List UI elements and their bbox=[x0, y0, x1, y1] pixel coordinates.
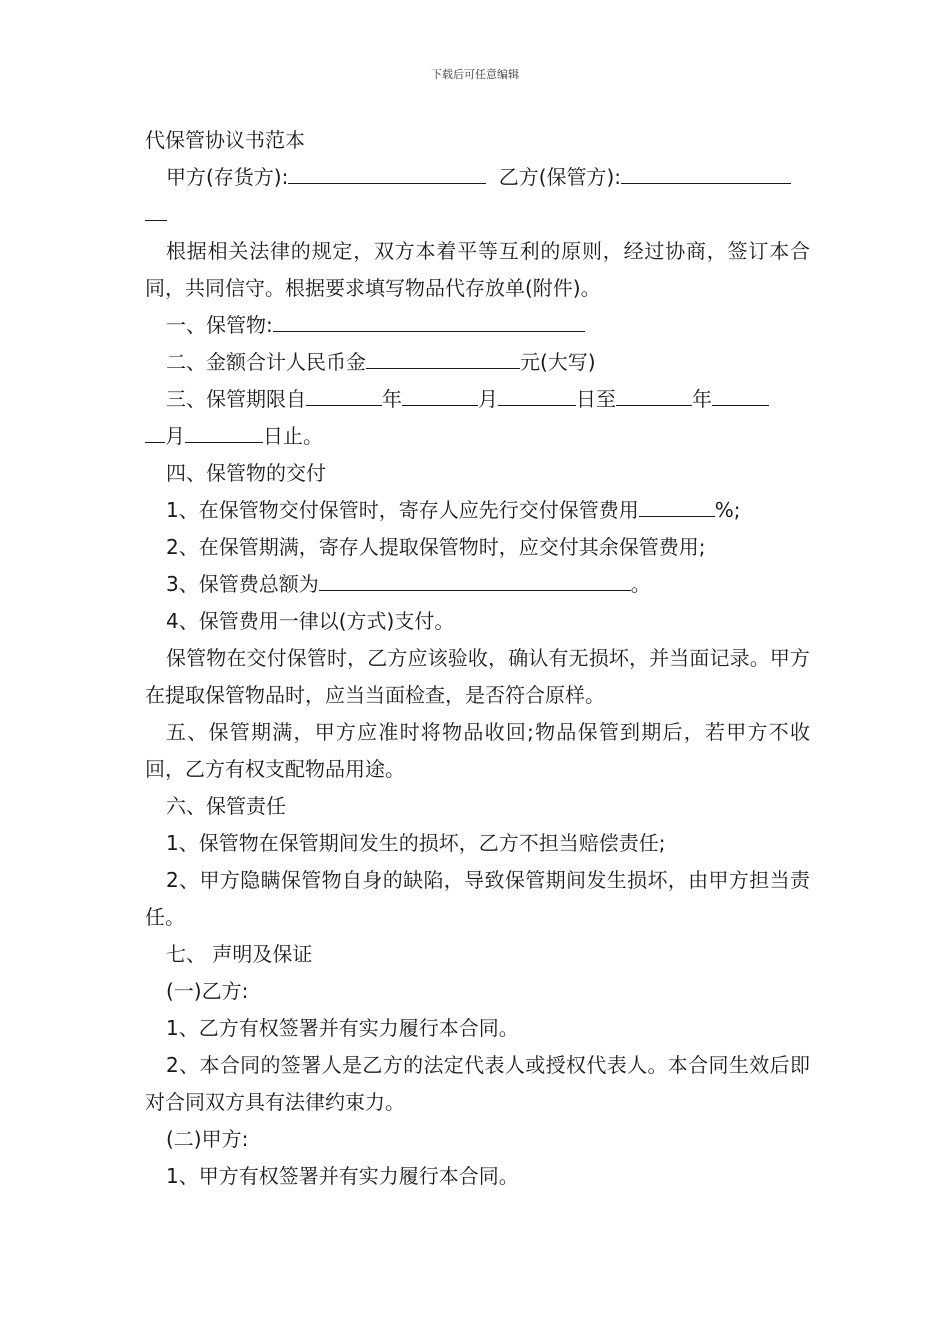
start-month-blank bbox=[402, 383, 478, 406]
day-end-label: 日止。 bbox=[263, 424, 323, 448]
item7-title: 七、 声明及保证 bbox=[166, 942, 313, 966]
party-b-blank-cont bbox=[145, 198, 167, 221]
item2-suffix: 元(大写) bbox=[520, 350, 596, 374]
item4-4-line: 4、保管费用一律以(方式)支付。 bbox=[166, 609, 455, 633]
item4-3-label: 3、保管费总额为 bbox=[166, 572, 319, 596]
item7-party-a-label: (二)甲方: bbox=[166, 1127, 249, 1151]
item5-paragraph: 五、保管期满，甲方应准时将物品收回;物品保管到期后，若甲方不收回，乙方有权支配物品用途。 bbox=[145, 720, 810, 781]
year-label: 年 bbox=[382, 387, 402, 411]
party-b-blank-continued bbox=[145, 196, 810, 233]
item3-line-continued bbox=[145, 418, 810, 455]
item4-1-label: 1、在保管物交付保管时，寄存人应先行交付保管费用 bbox=[166, 498, 639, 522]
party-a-blank bbox=[288, 161, 486, 184]
party-b-blank bbox=[621, 161, 791, 184]
item3-label: 三、保管期限自 bbox=[166, 387, 306, 411]
month-label: 月 bbox=[478, 387, 498, 411]
fee-total-blank bbox=[319, 568, 631, 591]
end-year-blank bbox=[616, 383, 692, 406]
item2-blank bbox=[366, 346, 520, 369]
party-b-label: 乙方(保管方): bbox=[498, 165, 622, 189]
month-label: 月 bbox=[165, 424, 185, 448]
document-title: 代保管协议书范本 bbox=[145, 128, 305, 152]
item3-line bbox=[145, 381, 810, 418]
year-label: 年 bbox=[692, 387, 712, 411]
item4-1-suffix: %; bbox=[714, 498, 741, 522]
item6-2-paragraph: 2、甲方隐瞒保管物自身的缺陷，导致保管期间发生损坏，由甲方担当责任。 bbox=[145, 868, 810, 929]
start-year-blank bbox=[306, 383, 382, 406]
item1-line bbox=[145, 307, 810, 344]
document-body bbox=[145, 122, 810, 1195]
page-header: 下载后可任意编辑 bbox=[431, 68, 519, 81]
item6-title: 六、保管责任 bbox=[166, 794, 286, 818]
inspection-paragraph: 保管物在交付保管时，乙方应该验收，确认有无损坏，并当面记录。甲方在提取保管物品时，应当当面检查，是否符合原样。 bbox=[145, 646, 810, 707]
item4-title: 四、保管物的交付 bbox=[166, 461, 326, 485]
intro-paragraph: 根据相关法律的规定，双方本着平等互利的原则，经过协商，签订本合同，共同信守。根据要求填写物品代存放单(附件)。 bbox=[145, 239, 810, 300]
start-day-blank bbox=[498, 383, 576, 406]
end-month-blank-cont bbox=[145, 420, 165, 443]
item7-b-1-line: 1、乙方有权签署并有实力履行本合同。 bbox=[166, 1016, 519, 1040]
day-to-label: 日至 bbox=[576, 387, 616, 411]
end-day-blank bbox=[185, 420, 263, 443]
item7-party-b-label: (一)乙方: bbox=[166, 979, 249, 1003]
item6-1-line: 1、保管物在保管期间发生的损坏，乙方不担当赔偿责任; bbox=[166, 831, 666, 855]
item4-3-line bbox=[145, 566, 810, 603]
item2-line bbox=[145, 344, 810, 381]
item4-1-line bbox=[145, 492, 810, 529]
item7-a-1-line: 1、甲方有权签署并有实力履行本合同。 bbox=[166, 1164, 519, 1188]
item1-blank bbox=[273, 309, 585, 332]
item4-3-suffix: 。 bbox=[630, 572, 651, 596]
item7-b-2-paragraph: 2、本合同的签署人是乙方的法定代表人或授权代表人。本合同生效后即对合同双方具有法律约束力。 bbox=[145, 1053, 810, 1114]
item1-label: 一、保管物: bbox=[166, 313, 273, 337]
item4-2-line: 2、在保管期满，寄存人提取保管物时，应交付其余保管费用; bbox=[166, 535, 706, 559]
item2-label: 二、金额合计人民币金 bbox=[166, 350, 366, 374]
party-a-label: 甲方(存货方): bbox=[166, 165, 289, 189]
fee-percent-blank bbox=[639, 494, 715, 517]
parties-line bbox=[145, 159, 810, 196]
end-month-blank bbox=[712, 383, 769, 406]
